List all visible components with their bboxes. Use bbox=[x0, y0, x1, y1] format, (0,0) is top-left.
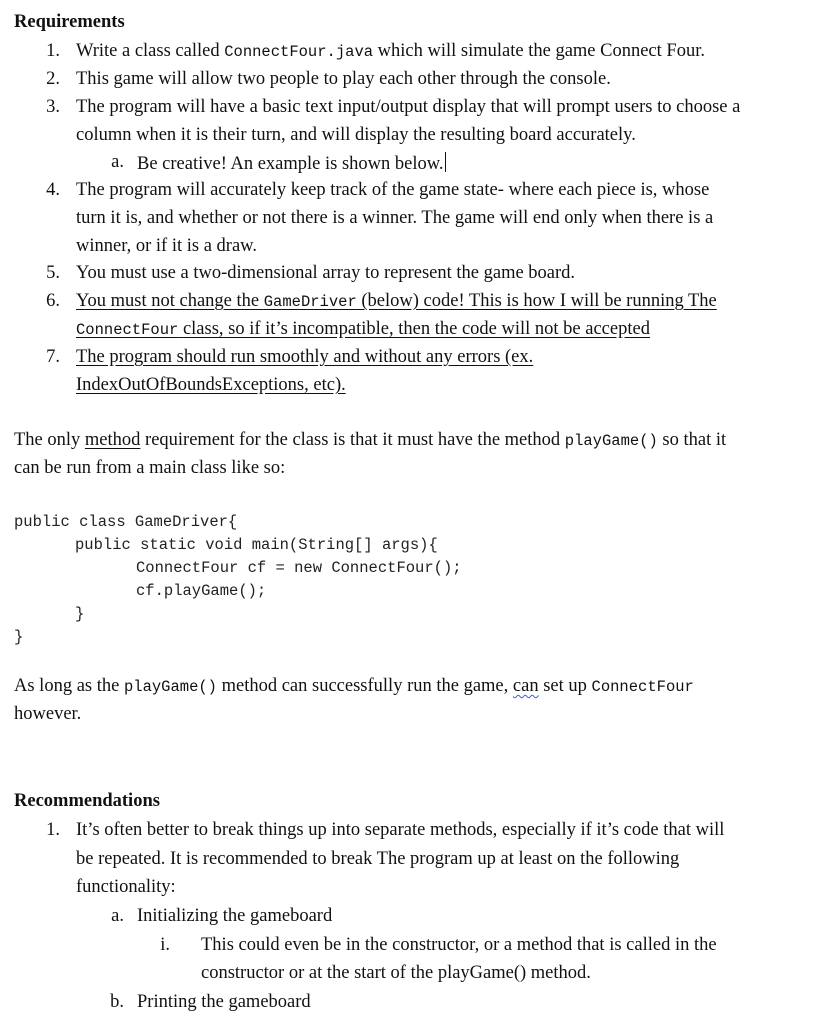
method-requirement-line-2: can be run from a main class like so: bbox=[14, 458, 286, 478]
list-letter: a. bbox=[111, 906, 124, 926]
recommendation-item-1b: Printing the gameboard bbox=[137, 992, 311, 1012]
requirements-heading: Requirements bbox=[14, 12, 125, 32]
requirement-item-4-line-1: The program will accurately keep track of the game state- where each piece is, whose bbox=[76, 180, 710, 200]
requirement-item-4-line-3: winner, or if it is a draw. bbox=[76, 236, 257, 256]
code-line-1: public class GameDriver{ bbox=[14, 513, 238, 531]
recommendation-item-1-line-2: be repeated. It is recommended to break The program up at least on the following bbox=[76, 849, 680, 869]
code-line-3: ConnectFour cf = new ConnectFour(); bbox=[136, 559, 462, 577]
requirement-item-5: You must use a two-dimensional array to represent the game board. bbox=[76, 263, 576, 283]
code-line-5: } bbox=[75, 605, 85, 623]
code-line-2: public static void main(String[] args){ bbox=[75, 536, 438, 554]
as-long-line-2: however. bbox=[14, 704, 82, 724]
recommendations-heading: Recommendations bbox=[14, 791, 160, 811]
list-number: 6. bbox=[46, 291, 60, 311]
requirement-item-3-line-2: column when it is their turn, and will display the resulting board accurately. bbox=[76, 125, 636, 145]
inline-code: ConnectFour.java bbox=[224, 43, 374, 61]
requirement-item-7-line-1: The program should run smoothly and without any errors (ex. bbox=[76, 347, 534, 367]
grammar-flag: can bbox=[512, 676, 539, 696]
recommendation-item-1-line-3: functionality: bbox=[76, 877, 176, 897]
inline-code: playGame() bbox=[564, 432, 658, 450]
text-cursor bbox=[445, 152, 447, 172]
requirement-item-6-line-1: You must not change the GameDriver (below) code! This is how I will be running The bbox=[76, 291, 717, 311]
inline-code: ConnectFour bbox=[76, 321, 179, 339]
requirement-item-6-line-2: ConnectFour class, so if it’s incompatible, then the code will not be accepted bbox=[76, 319, 650, 339]
list-roman: i. bbox=[160, 935, 170, 955]
list-letter: b. bbox=[110, 992, 124, 1012]
inline-code: GameDriver bbox=[263, 293, 357, 311]
code-line-6: } bbox=[14, 628, 24, 646]
method-requirement-line-1: The only method requirement for the class is that it must have the method playGame() so that it bbox=[14, 430, 727, 450]
list-number: 7. bbox=[46, 347, 60, 367]
requirement-item-1: Write a class called ConnectFour.java which will simulate the game Connect Four. bbox=[76, 41, 705, 61]
list-number: 3. bbox=[46, 97, 60, 117]
list-letter: a. bbox=[111, 152, 124, 172]
requirement-item-7-line-2: IndexOutOfBoundsExceptions, etc). bbox=[76, 375, 346, 395]
method-link[interactable]: method bbox=[84, 430, 141, 450]
as-long-line-1: As long as the playGame() method can successfully run the game, can set up ConnectFour bbox=[14, 676, 694, 696]
list-number: 4. bbox=[46, 180, 60, 200]
recommendation-item-1a: Initializing the gameboard bbox=[137, 906, 333, 926]
list-number: 5. bbox=[46, 263, 60, 283]
recommendation-item-1-line-1: It’s often better to break things up into separate methods, especially if it’s code that will bbox=[76, 820, 725, 840]
list-number: 1. bbox=[46, 41, 60, 61]
requirement-item-4-line-2: turn it is, and whether or not there is a winner. The game will end only when there is a bbox=[76, 208, 714, 228]
code-line-4: cf.playGame(); bbox=[136, 582, 267, 600]
requirement-item-3a: Be creative! An example is shown below. bbox=[137, 152, 446, 175]
inline-code: playGame() bbox=[123, 678, 217, 696]
list-number: 1. bbox=[46, 820, 60, 840]
recommendation-item-1ai-line-1: This could even be in the constructor, or a method that is called in the bbox=[201, 935, 717, 955]
recommendation-item-1ai-line-2: constructor or at the start of the playGame() method. bbox=[201, 963, 591, 983]
list-number: 2. bbox=[46, 69, 60, 89]
requirement-item-2: This game will allow two people to play each other through the console. bbox=[76, 69, 611, 89]
inline-code: ConnectFour bbox=[591, 678, 694, 696]
requirement-item-3-line-1: The program will have a basic text input/output display that will prompt users to choose a bbox=[76, 97, 741, 117]
